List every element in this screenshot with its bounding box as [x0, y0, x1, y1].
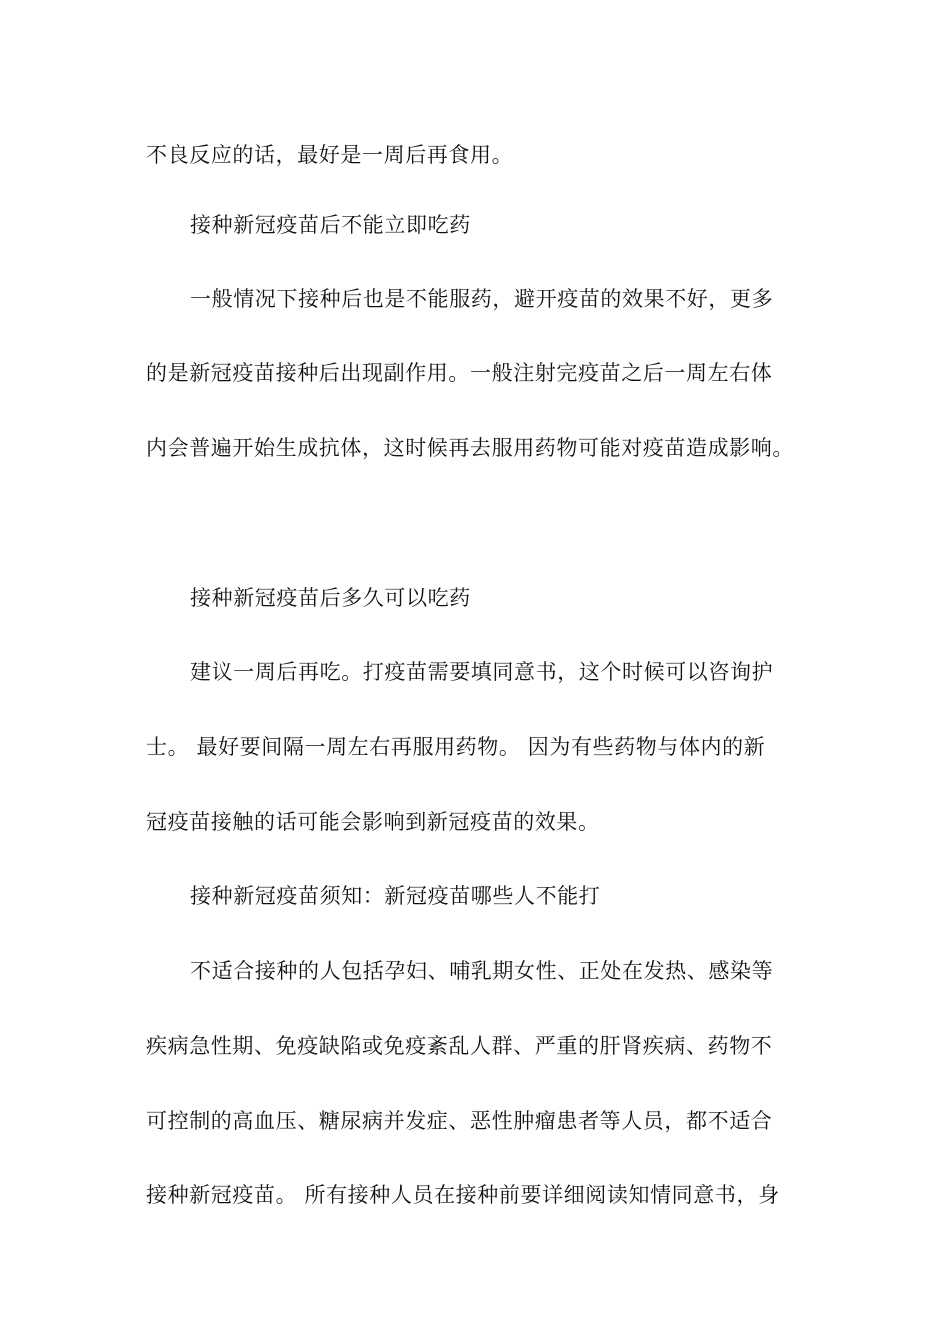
- section-heading: 接种新冠疫苗后多久可以吃药: [190, 586, 471, 610]
- body-text-line: 一般情况下接种后也是不能服药，避开疫苗的效果不好，更多: [190, 287, 774, 311]
- body-text-line: 疾病急性期、免疫缺陷或免疫紊乱人群、严重的肝肾疾病、药物不: [146, 1034, 773, 1058]
- body-text-line: 不适合接种的人包括孕妇、哺乳期女性、正处在发热、感染等: [190, 959, 774, 983]
- body-text-line: 内会普遍开始生成抗体，这时候再去服用药物可能对疫苗造成影响。: [146, 436, 794, 460]
- section-heading: 接种新冠疫苗须知：新冠疫苗哪些人不能打: [190, 884, 601, 908]
- body-text-line: 冠疫苗接触的话可能会影响到新冠疫苗的效果。: [146, 810, 600, 834]
- body-text-line: 建议一周后再吃。打疫苗需要填同意书，这个时候可以咨询护: [190, 660, 774, 684]
- body-text-line: 的是新冠疫苗接种后出现副作用。一般注射完疫苗之后一周左右体: [146, 361, 773, 385]
- body-text-line: 士。 最好要间隔一周左右再服用药物。 因为有些药物与体内的新: [146, 735, 766, 759]
- body-text-line: 接种新冠疫苗。 所有接种人员在接种前要详细阅读知情同意书，身: [146, 1183, 780, 1207]
- section-heading: 接种新冠疫苗后不能立即吃药: [190, 213, 471, 237]
- body-text-line: 可控制的高血压、糖尿病并发症、恶性肿瘤患者等人员，都不适合: [146, 1109, 773, 1133]
- body-text-line: 不良反应的话，最好是一周后再食用。: [146, 143, 514, 167]
